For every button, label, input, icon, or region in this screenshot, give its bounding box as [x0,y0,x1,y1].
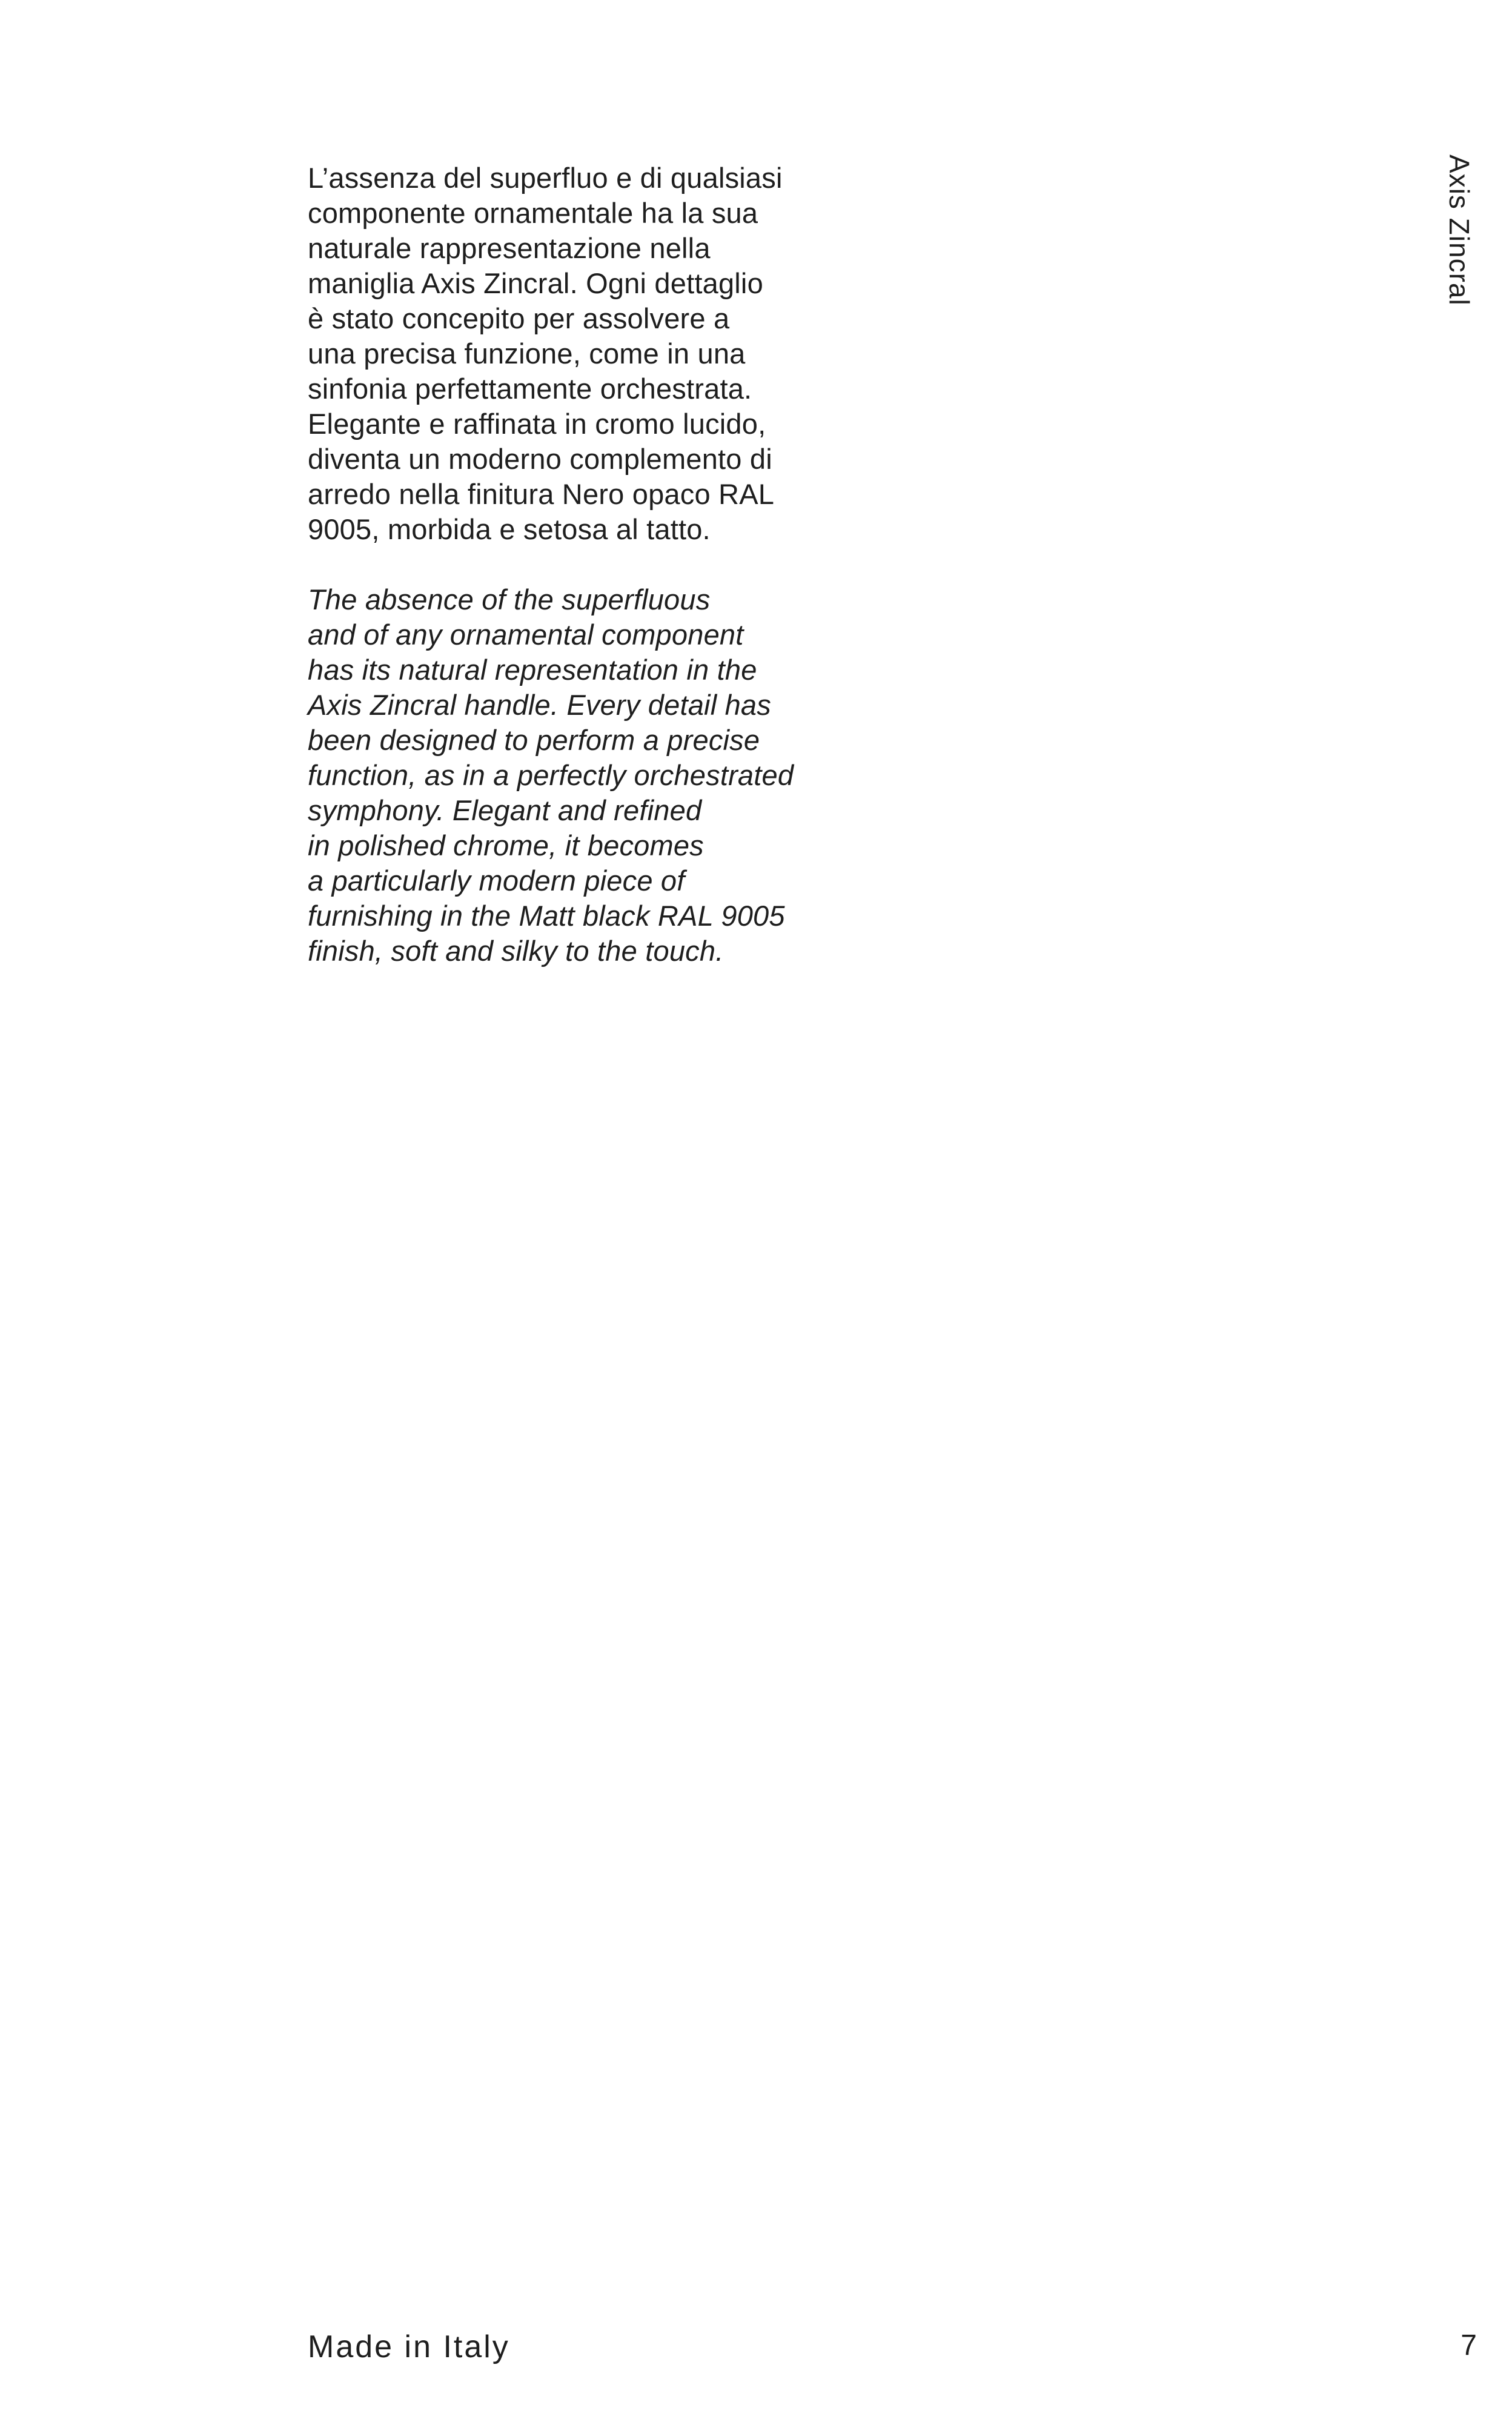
footer-tagline: Made in Italy [308,2329,510,2364]
page-number: 7 [1461,2329,1477,2361]
text-column [308,161,853,969]
paragraph-italian: L’assenza del superfluo e di qualsiasi componente ornamentale ha la sua naturale rappresentazione nella maniglia Axis Zincral. Ogni dettaglio è stato concepito per assolvere a una precisa funzione, come in una sinfonia perfettamente orchestrata. Elegante e raffinata in cromo lucido, diventa un moderno complemento di arredo nella finitura Nero opaco RAL 9005, morbida e setosa al tatto. [308,162,783,545]
vertical-section-title: Axis Zincral [1444,154,1475,306]
paragraph-english: The absence of the superfluous and of any ornamental component has its natural representation in the Axis Zincral handle. Every detail has been designed to perform a precise function, as in a perfectly orchestrated symphony. Elegant and refined in polished chrome, it becomes a particularly modern piece of furnishing in the Matt black RAL 9005 finish, soft and silky to the touch. [308,583,794,967]
